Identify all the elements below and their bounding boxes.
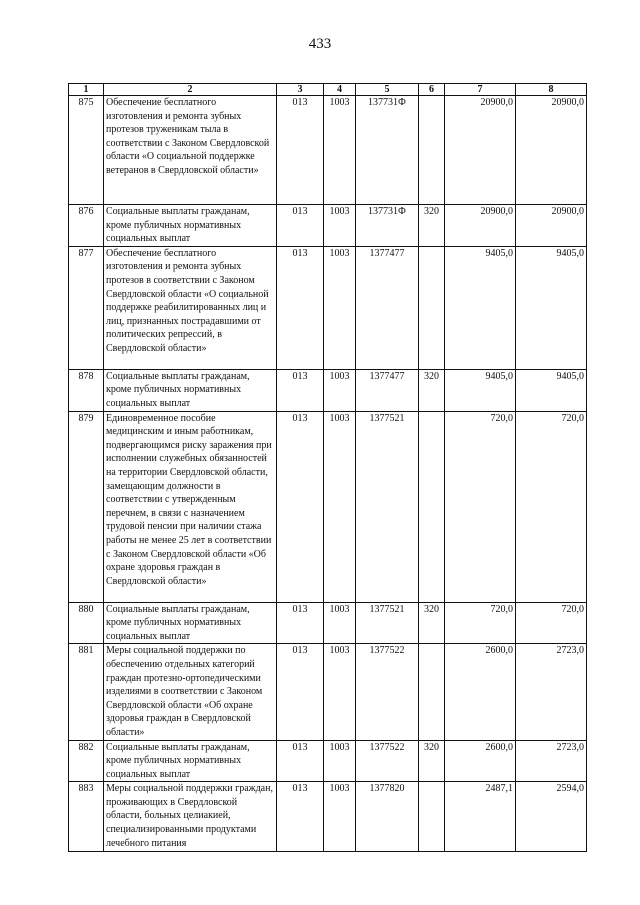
amount-col-8: 2723,0 <box>516 740 587 782</box>
section-code: 1003 <box>324 740 356 782</box>
column-header: 4 <box>324 84 356 96</box>
row-number: 877 <box>69 246 104 369</box>
amount-col-7: 9405,0 <box>445 246 516 369</box>
row-name: Обеспечение бесплатного изготовления и ремонта зубных протезов труженикам тыла в соответствии с Законом Свердловской области «О социальной поддержке ветеранов в Свердловской области» <box>104 96 277 205</box>
amount-col-8: 9405,0 <box>516 246 587 369</box>
table-row <box>69 246 587 369</box>
section-code: 1003 <box>324 246 356 369</box>
expense-type-code: 320 <box>419 740 445 782</box>
expense-type-code <box>419 96 445 205</box>
section-code: 1003 <box>324 96 356 205</box>
amount-col-7: 9405,0 <box>445 369 516 411</box>
section-code: 1003 <box>324 411 356 602</box>
expense-type-code <box>419 782 445 852</box>
row-number: 878 <box>69 369 104 411</box>
row-number: 880 <box>69 602 104 644</box>
table-row <box>69 205 587 247</box>
ministry-code: 013 <box>277 246 324 369</box>
column-header: 6 <box>419 84 445 96</box>
row-name: Единовременное пособие медицинским и иным работникам, подвергающимся риску заражения при исполнении служебных обязанностей на территории Свердловской области, замещающим должности в соответствии с утвержденным перечнем, в связи с назначением трудовой пенсии при наличии стажа работы не менее 25 лет в соответствии с Законом Свердловской области «Об охране здоровья граждан в Свердловской области» <box>104 411 277 602</box>
row-number: 875 <box>69 96 104 205</box>
row-name: Социальные выплаты гражданам, кроме публичных нормативных социальных выплат <box>104 740 277 782</box>
expense-type-code <box>419 644 445 740</box>
amount-col-7: 2600,0 <box>445 644 516 740</box>
amount-col-7: 2487,1 <box>445 782 516 852</box>
table-row <box>69 602 587 644</box>
expense-type-code: 320 <box>419 205 445 247</box>
amount-col-8: 720,0 <box>516 602 587 644</box>
row-number: 881 <box>69 644 104 740</box>
budget-table <box>68 83 587 852</box>
table-row <box>69 644 587 740</box>
table-row <box>69 369 587 411</box>
column-header: 5 <box>356 84 419 96</box>
amount-col-7: 20900,0 <box>445 205 516 247</box>
amount-col-8: 20900,0 <box>516 205 587 247</box>
target-article-code: 1377521 <box>356 411 419 602</box>
expense-type-code <box>419 246 445 369</box>
amount-col-8: 720,0 <box>516 411 587 602</box>
page-number: 433 <box>308 36 332 52</box>
column-header: 3 <box>277 84 324 96</box>
column-header: 8 <box>516 84 587 96</box>
amount-col-7: 720,0 <box>445 602 516 644</box>
row-name: Социальные выплаты гражданам, кроме публичных нормативных социальных выплат <box>104 205 277 247</box>
target-article-code: 1377477 <box>356 246 419 369</box>
column-header: 7 <box>445 84 516 96</box>
row-name: Меры социальной поддержки граждан, проживающих в Свердловской области, больных целиакией, специализированными продуктами лечебного питания <box>104 782 277 852</box>
expense-type-code <box>419 411 445 602</box>
section-code: 1003 <box>324 782 356 852</box>
amount-col-8: 2594,0 <box>516 782 587 852</box>
amount-col-7: 2600,0 <box>445 740 516 782</box>
table-row <box>69 782 587 852</box>
table-row <box>69 740 587 782</box>
row-name: Социальные выплаты гражданам, кроме публичных нормативных социальных выплат <box>104 369 277 411</box>
target-article-code: 1377477 <box>356 369 419 411</box>
target-article-code: 1377522 <box>356 644 419 740</box>
row-name: Меры социальной поддержки по обеспечению отдельных категорий граждан протезно-ортопедическими изделиями в соответствии с Законом Свердловской области «Об охране здоровья граждан в Свердловской области» <box>104 644 277 740</box>
section-code: 1003 <box>324 644 356 740</box>
row-number: 882 <box>69 740 104 782</box>
ministry-code: 013 <box>277 411 324 602</box>
section-code: 1003 <box>324 369 356 411</box>
amount-col-8: 2723,0 <box>516 644 587 740</box>
section-code: 1003 <box>324 205 356 247</box>
column-header: 1 <box>69 84 104 96</box>
ministry-code: 013 <box>277 602 324 644</box>
ministry-code: 013 <box>277 740 324 782</box>
row-name: Обеспечение бесплатного изготовления и ремонта зубных протезов в соответствии с Законом Свердловской области «О социальной поддержке реабилитированных лиц и лиц, признанных пострадавшими от политических репрессий, в Свердловской области» <box>104 246 277 369</box>
ministry-code: 013 <box>277 644 324 740</box>
target-article-code: 137731Ф <box>356 205 419 247</box>
row-number: 876 <box>69 205 104 247</box>
target-article-code: 137731Ф <box>356 96 419 205</box>
row-number: 883 <box>69 782 104 852</box>
ministry-code: 013 <box>277 96 324 205</box>
column-header: 2 <box>104 84 277 96</box>
ministry-code: 013 <box>277 369 324 411</box>
ministry-code: 013 <box>277 782 324 852</box>
section-code: 1003 <box>324 602 356 644</box>
target-article-code: 1377820 <box>356 782 419 852</box>
target-article-code: 1377522 <box>356 740 419 782</box>
amount-col-7: 20900,0 <box>445 96 516 205</box>
expense-type-code: 320 <box>419 602 445 644</box>
amount-col-7: 720,0 <box>445 411 516 602</box>
table-row <box>69 411 587 602</box>
amount-col-8: 20900,0 <box>516 96 587 205</box>
row-number: 879 <box>69 411 104 602</box>
row-name: Социальные выплаты гражданам, кроме публичных нормативных социальных выплат <box>104 602 277 644</box>
table-row <box>69 96 587 205</box>
ministry-code: 013 <box>277 205 324 247</box>
amount-col-8: 9405,0 <box>516 369 587 411</box>
expense-type-code: 320 <box>419 369 445 411</box>
table-header-row <box>69 84 587 96</box>
target-article-code: 1377521 <box>356 602 419 644</box>
